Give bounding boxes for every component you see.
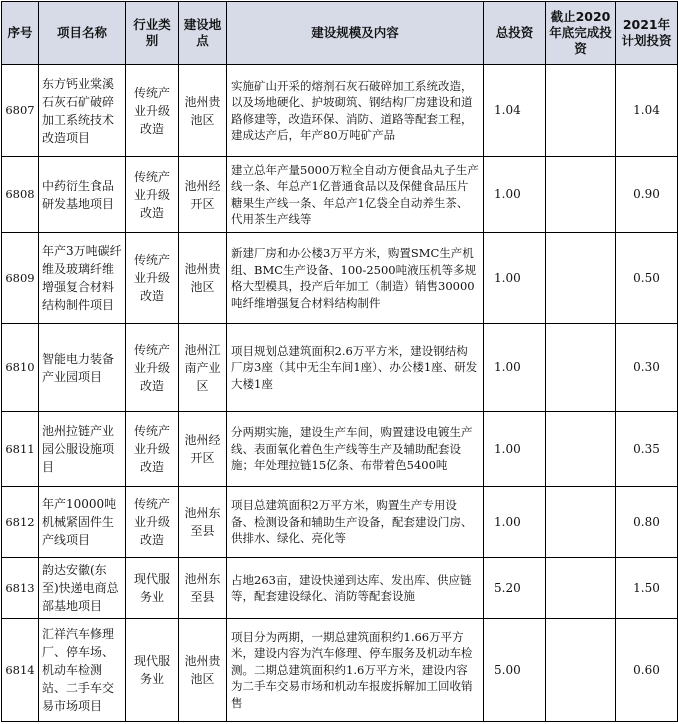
- header-plan: 2021年计划投资: [616, 2, 678, 65]
- header-row: [2, 2, 678, 65]
- row-total: 1.00: [484, 487, 546, 558]
- row-no: 6814: [2, 619, 39, 722]
- row-plan: 0.80: [616, 487, 678, 558]
- row-scope: 项目总建筑面积2万平方米，购置生产专用设备、检测设备和辅助生产设备，配套建设门房、供排水、绿化、亮化等: [227, 487, 484, 558]
- row-name: 池州拉链产业园公服设施项目: [39, 412, 126, 487]
- row-location: 池州东至县: [179, 558, 227, 619]
- row-total: 5.00: [484, 619, 546, 722]
- row-completed: [546, 412, 616, 487]
- row-category: 传统产业升级改造: [126, 487, 179, 558]
- row-completed: [546, 619, 616, 722]
- table-row: [2, 324, 678, 412]
- row-category: 现代服务业: [126, 619, 179, 722]
- row-completed: [546, 65, 616, 157]
- row-no: 6808: [2, 157, 39, 233]
- row-plan: 0.60: [616, 619, 678, 722]
- row-scope: 占地263亩，建设快递到达库、发出库、供应链等，配套建设绿化、消防等配套设施: [227, 558, 484, 619]
- row-name: 汇祥汽车修理厂、停车场、机动车检测站、二手车交易市场项目: [39, 619, 126, 722]
- row-scope: 项目分为两期，一期总建筑面积约1.66万平方米，建设内容为汽车修理、停车服务及机动车检测。二期总建筑面积约1.6万平方米，建设内容为二手车交易市场和机动车报废拆解加工回收销售: [227, 619, 484, 722]
- table-row: [2, 487, 678, 558]
- row-completed: [546, 157, 616, 233]
- table-row: [2, 558, 678, 619]
- row-location: 池州贵池区: [179, 619, 227, 722]
- row-name: 中药衍生食品研发基地项目: [39, 157, 126, 233]
- row-location: 池州贵池区: [179, 233, 227, 324]
- row-category: 传统产业升级改造: [126, 157, 179, 233]
- table-row: [2, 65, 678, 157]
- table-row: [2, 412, 678, 487]
- row-total: 5.20: [484, 558, 546, 619]
- row-completed: [546, 558, 616, 619]
- row-plan: 0.35: [616, 412, 678, 487]
- table-row: [2, 233, 678, 324]
- table-row: [2, 157, 678, 233]
- row-no: 6812: [2, 487, 39, 558]
- header-scope: 建设规模及内容: [227, 2, 484, 65]
- row-total: 1.00: [484, 324, 546, 412]
- row-completed: [546, 233, 616, 324]
- row-no: 6813: [2, 558, 39, 619]
- row-no: 6810: [2, 324, 39, 412]
- row-scope: 新建厂房和办公楼3万平方米，购置SMC生产机组、BMC生产设备、100-2500吨液压机等多规格大型模具，投产后年加工（制造）销售30000吨纤维增强复合材料结构制件: [227, 233, 484, 324]
- row-completed: [546, 324, 616, 412]
- row-completed: [546, 487, 616, 558]
- row-plan: 1.04: [616, 65, 678, 157]
- row-location: 池州东至县: [179, 487, 227, 558]
- row-plan: 1.50: [616, 558, 678, 619]
- row-location: 池州经开区: [179, 412, 227, 487]
- row-name: 韵达安徽(东至)快递电商总部基地项目: [39, 558, 126, 619]
- row-no: 6807: [2, 65, 39, 157]
- header-no: 序号: [2, 2, 39, 65]
- project-table: [1, 1, 678, 722]
- row-plan: 0.50: [616, 233, 678, 324]
- row-total: 1.00: [484, 412, 546, 487]
- row-category: 传统产业升级改造: [126, 65, 179, 157]
- row-category: 现代服务业: [126, 558, 179, 619]
- row-name: 智能电力装备产业园项目: [39, 324, 126, 412]
- row-category: 传统产业升级改造: [126, 412, 179, 487]
- header-name: 项目名称: [39, 2, 126, 65]
- row-scope: 实施矿山开采的熔剂石灰石破碎加工系统改造，以及场地硬化、护坡砌筑、钢结构厂房建设和道路修建等，改造环保、消防、道路等配套工程，建成达产后，年产80万吨矿产品: [227, 65, 484, 157]
- row-no: 6811: [2, 412, 39, 487]
- row-location: 池州经开区: [179, 157, 227, 233]
- row-plan: 0.90: [616, 157, 678, 233]
- row-category: 传统产业升级改造: [126, 233, 179, 324]
- row-location: 池州江南产业区: [179, 324, 227, 412]
- row-total: 1.00: [484, 233, 546, 324]
- row-total: 1.04: [484, 65, 546, 157]
- header-location: 建设地点: [179, 2, 227, 65]
- row-scope: 建立总年产量5000万粒全自动方便食品丸子生产线一条、年总产1亿普通食品以及保健食品压片糖果生产线一条、年总产1亿袋全自动养生茶、代用茶生产线等: [227, 157, 484, 233]
- row-no: 6809: [2, 233, 39, 324]
- row-name: 年产3万吨碳纤维及玻璃纤维增强复合材料结构制件项目: [39, 233, 126, 324]
- row-plan: 0.30: [616, 324, 678, 412]
- header-category: 行业类别: [126, 2, 179, 65]
- row-scope: 分两期实施，建设生产车间，购置建设电镀生产线、表面氧化着色生产线等生产及辅助配套设施；年处理拉链15亿条、布带着色5400吨: [227, 412, 484, 487]
- table-row: [2, 619, 678, 722]
- row-total: 1.00: [484, 157, 546, 233]
- header-completed: 截止2020年底完成投资: [546, 2, 616, 65]
- row-scope: 项目规划总建筑面积2.6万平方米，建设钢结构厂房3座（其中无尘车间1座）、办公楼1座、研发大楼1座: [227, 324, 484, 412]
- row-name: 东方钙业棠溪石灰石矿破碎加工系统技术改造项目: [39, 65, 126, 157]
- row-category: 传统产业升级改造: [126, 324, 179, 412]
- row-location: 池州贵池区: [179, 65, 227, 157]
- row-name: 年产10000吨机械紧固件生产线项目: [39, 487, 126, 558]
- header-total: 总投资: [484, 2, 546, 65]
